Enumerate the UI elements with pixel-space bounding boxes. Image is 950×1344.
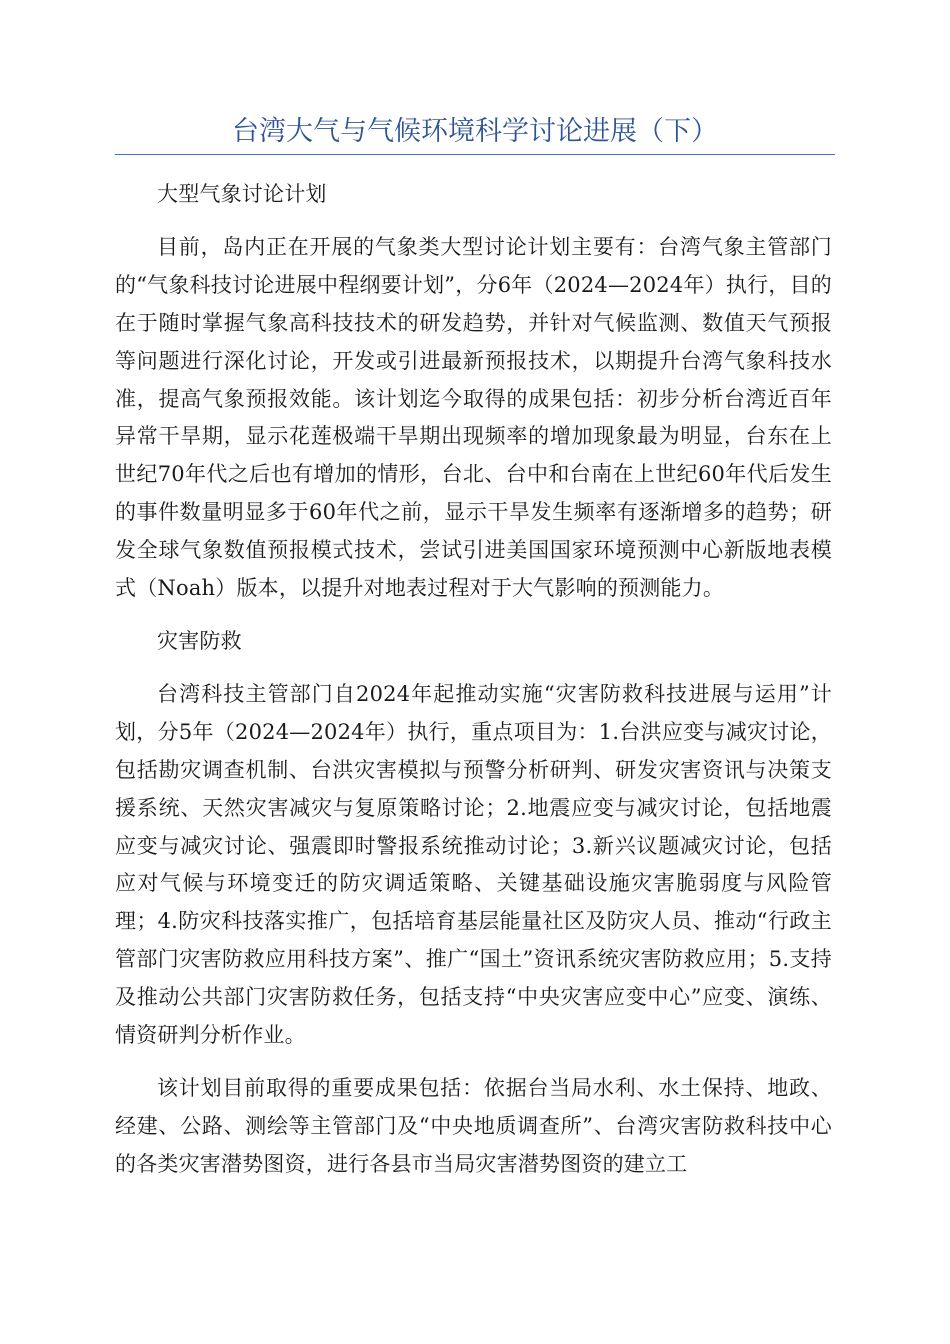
section-heading-disaster-prevention: 灾害防救 xyxy=(157,628,242,653)
section-heading-weather-research: 大型气象讨论计划 xyxy=(157,182,327,206)
paragraph-weather-research: 目前，岛内正在开展的气象类大型讨论计划主要有：台湾气象主管部门的“气象科技讨论进展中程纲要计划”，分6年（2024—2024年）执行，目的在于随时掌握气象高科技技术的研发趋势，并针对气候监测、数值天气预报等问题进行深化讨论，开发或引进最新预报技术，以期提升台湾气象科技水准，提高气象预报效能。该计划迄今取得的成果包括：初步分析台湾近百年异常干旱期，显示花莲极端干旱期出现频率的增加现象最为明显，台东在上世纪70年代之后也有增加的情形，台北、台中和台南在上世纪60年代后发生的事件数量明显多于60年代之前，显示干旱发生频率有逐渐增多的趋势；研发全球气象数值预报模式技术，尝试引进美国国家环境预测中心新版地表模式（Noah）版本，以提升对地表过程对于大气影响的预测能力。 xyxy=(115,234,832,601)
paragraph-disaster-program: 台湾科技主管部门自2024年起推动实施“灾害防救科技进展与运用”计划，分5年（2024—2024年）执行，重点项目为：1.台洪应变与减灾讨论，包括勘灾调查机制、台洪灾害模拟与预警分析研判、研发灾害资讯与决策支援系统、天然灾害减灾与复原策略讨论；2.地震应变与减灾讨论，包括地震应变与减灾讨论、强震即时警报系统推动讨论；3.新兴议题减灾讨论，包括应对气候与环境变迁的防灾调适策略、关键基础设施灾害脆弱度与风险管理；4.防灾科技落实推广，包括培育基层能量社区及防灾人员、推动“行政主管部门灾害防救应用科技方案”、推广“国土”资讯系统灾害防救应用；5.支持及推动公共部门灾害防救任务，包括支持“中央灾害应变中心”应变、演练、情资研判分析作业。 xyxy=(115,681,832,1048)
document-title: 台湾大气与气候环境科学讨论进展（下） xyxy=(232,116,718,147)
document-body xyxy=(115,176,832,1199)
title-divider xyxy=(115,154,835,155)
paragraph-disaster-results: 该计划目前取得的重要成果包括：依据台当局水利、水土保持、地政、经建、公路、测绘等主管部门及“中央地质调查所”、台湾灾害防救科技中心的各类灾害潜势图资，进行各县市当局灾害潜势图资的建立工 xyxy=(115,1075,832,1176)
